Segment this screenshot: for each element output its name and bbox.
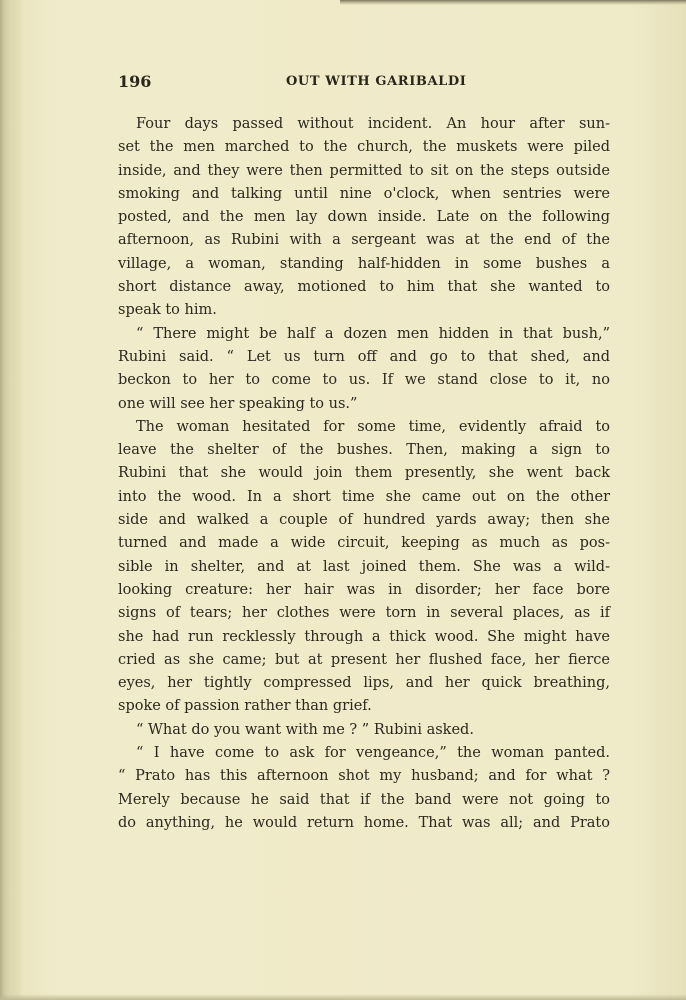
paragraph: [118, 323, 610, 416]
text-line: Four days passed without incident. An hour after sun-: [136, 116, 610, 132]
text-line: signs of tears; her clothes were torn in several places, as if: [118, 605, 610, 622]
text-line: afternoon, as Rubini with a sergeant was at the end of the: [118, 232, 610, 249]
text-line: side and walked a couple of hundred yards away; then she: [118, 512, 610, 529]
text-line: looking creature: her hair was in disorder; her face bore: [118, 581, 610, 598]
text-line: set the men marched to the church, the muskets were piled: [118, 139, 610, 156]
page-number: 196: [118, 72, 152, 91]
paragraph: [118, 719, 610, 742]
text-line: The woman hesitated for some time, evidently afraid to: [136, 418, 610, 435]
text-line: smoking and talking until nine o'clock, when sentries were: [118, 185, 610, 202]
paragraph: [118, 416, 610, 719]
text-line: “ Prato has this afternoon shot my husband; and for what ?: [118, 768, 610, 785]
text-line: she had run recklessly through a thick wood. She might have: [118, 628, 610, 645]
running-title: OUT WITH GARIBALDI: [286, 74, 467, 89]
text-line: posted, and the men lay down inside. Late on the following: [118, 209, 610, 226]
text-line: cried as she came; but at present her flushed face, her fierce: [118, 651, 610, 668]
text-line: beckon to her to come to us. If we stand close to it, no: [118, 372, 610, 389]
text-line: “ There might be half a dozen men hidden in that bush,”: [136, 325, 610, 342]
text-line: leave the shelter of the bushes. Then, making a sign to: [118, 442, 610, 459]
text-line: Merely because he said that if the band were not going to: [118, 791, 610, 808]
text-line: speak to him.: [118, 302, 217, 319]
page-bottom-edge: [0, 994, 686, 1000]
text-line: Rubini said. “ Let us turn off and go to that shed, and: [118, 348, 610, 365]
text-line: do anything, he would return home. That was all; and Prato: [118, 814, 610, 831]
text-line: one will see her speaking to us.”: [118, 395, 358, 412]
text-line: “ I have come to ask for vengeance,” the woman panted.: [136, 745, 610, 762]
text-line: into the wood. In a short time she came out on the other: [118, 488, 610, 505]
text-line: Rubini that she would join them presently, she went back: [118, 465, 610, 482]
paragraph: [118, 113, 610, 323]
text-line: village, a woman, standing half-hidden in some bushes a: [118, 255, 610, 272]
text-line: short distance away, motioned to him that she wanted to: [118, 279, 610, 296]
page-top-edge: [340, 0, 686, 5]
text-line: turned and made a wide circuit, keeping as much as pos-: [118, 535, 610, 552]
text-line: eyes, her tightly compressed lips, and her quick breathing,: [118, 675, 610, 692]
body-text: [118, 113, 610, 835]
text-line: spoke of passion rather than grief.: [118, 698, 372, 715]
page-gutter-shadow: [0, 0, 24, 1000]
running-header: [118, 72, 610, 96]
paragraph: [118, 742, 610, 835]
text-line: sible in shelter, and at last joined them. She was a wild-: [118, 558, 610, 575]
text-line: “ What do you want with me ? ” Rubini asked.: [136, 721, 474, 738]
text-line: inside, and they were then permitted to sit on the steps outside: [118, 162, 610, 179]
